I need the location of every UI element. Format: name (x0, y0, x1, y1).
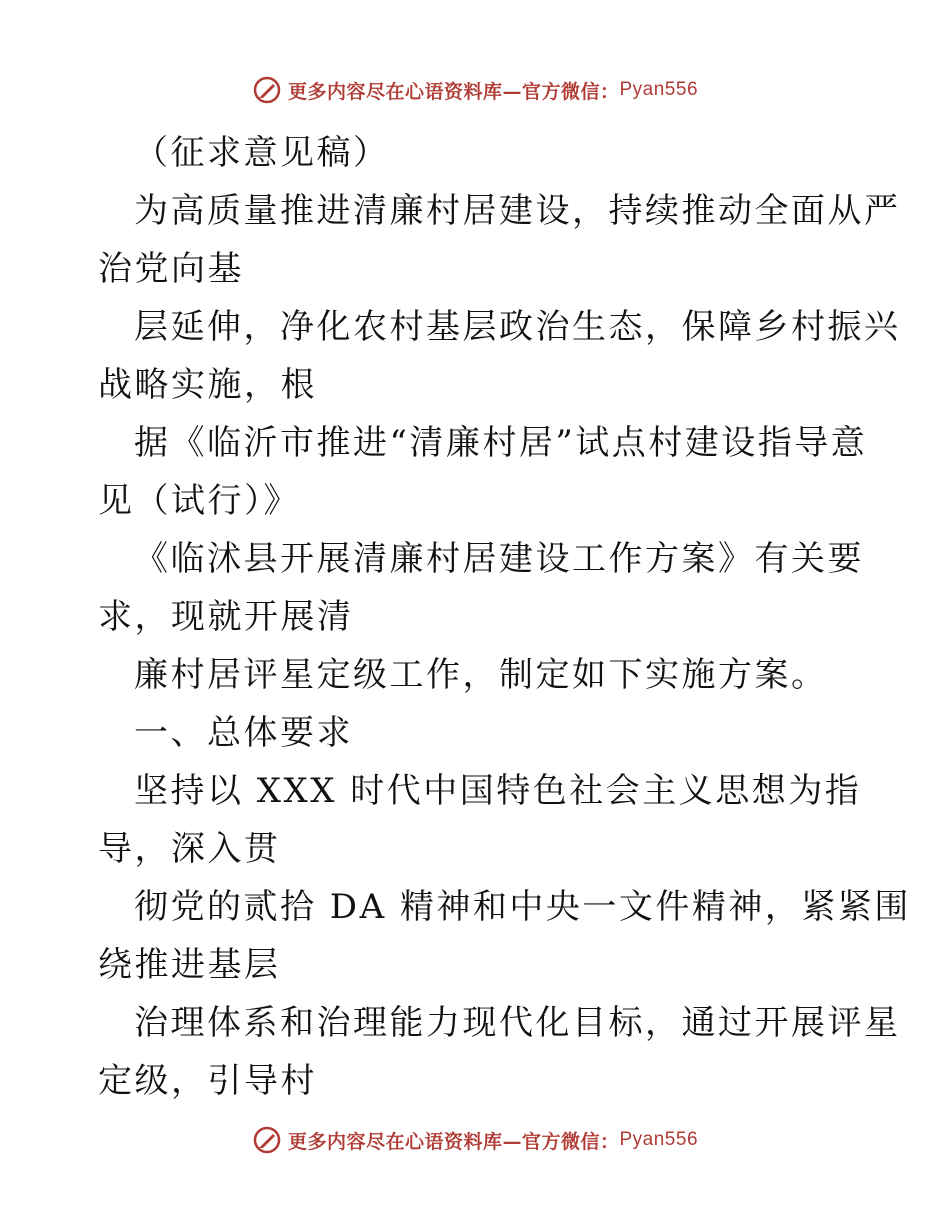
document-body (98, 124, 911, 1110)
doc-line: 见（试行）》 (98, 481, 300, 521)
doc-line: 为高质量推进清廉村居建设，持续推动全面从严 (134, 191, 901, 231)
header-watermark (0, 70, 950, 110)
doc-line: 定级，引导村 (98, 1061, 317, 1101)
watermark-text: 更多内容尽在心语资料库—官方微信： (287, 80, 620, 103)
watermark-contact: Pyan556 (619, 79, 699, 100)
doc-line: 据《临沂市推进“清廉村居”试点村建设指导意 (134, 423, 868, 463)
footer-watermark (0, 1120, 950, 1160)
doc-line: 求，现就开展清 (98, 597, 354, 637)
doc-line: 绕推进基层 (98, 945, 281, 985)
pen-logo-icon (252, 75, 282, 105)
doc-line: 导，深入贯 (98, 829, 281, 869)
watermark-contact: Pyan556 (619, 1129, 699, 1150)
pen-logo-icon (252, 1125, 282, 1155)
doc-line: 治党向基 (98, 249, 244, 289)
doc-line: 坚持以 XXX 时代中国特色社会主义思想为指 (134, 771, 862, 811)
doc-line: 层延伸，净化农村基层政治生态，保障乡村振兴 (134, 307, 901, 347)
doc-line: 战略实施，根 (98, 365, 317, 405)
doc-line: （征求意见稿） (134, 133, 390, 173)
doc-line: 廉村居评星定级工作，制定如下实施方案。 (134, 655, 828, 695)
section-heading: 一、总体要求 (134, 713, 353, 753)
doc-line: 《临沭县开展清廉村居建设工作方案》有关要 (134, 539, 864, 579)
doc-line: 治理体系和治理能力现代化目标，通过开展评星 (134, 1003, 901, 1043)
doc-line: 彻党的贰拾 DA 精神和中央一文件精神，紧紧围 (134, 887, 911, 927)
watermark-text: 更多内容尽在心语资料库—官方微信： (287, 1130, 620, 1153)
